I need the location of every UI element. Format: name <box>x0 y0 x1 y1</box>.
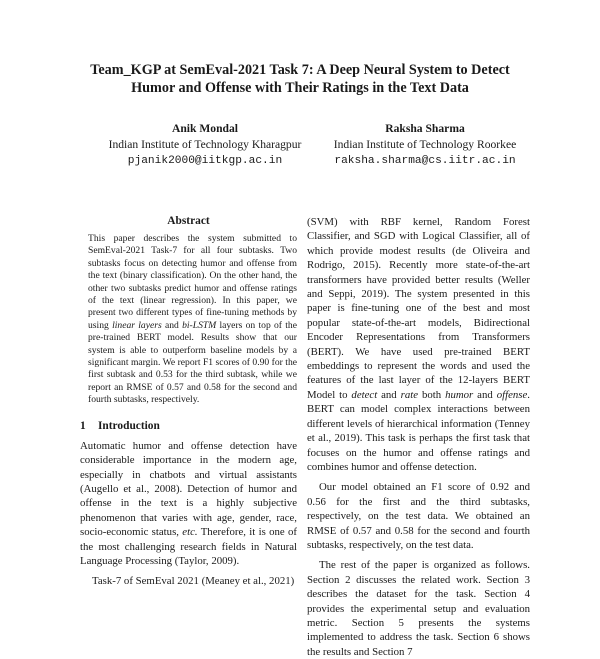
paper-title <box>40 61 560 97</box>
abstract-emphasis: linear layers <box>112 319 162 331</box>
paragraph-text: . BERT can model complex interactions between different levels of hierarchical information (Tenney et al., 2019). This task is perhaps the first task that focuses on the humor and offense ratings and combines humor and offense detection. <box>307 388 530 473</box>
abstract-text: and <box>161 319 183 331</box>
paragraph-emphasis: detect <box>351 388 378 401</box>
left-column <box>80 213 297 589</box>
paragraph-text: both <box>418 388 446 401</box>
title-line-1: Team_KGP at SemEval-2021 Task 7: A Deep Neural System to Detect <box>90 62 510 78</box>
author-affiliation: Indian Institute of Technology Kharagpur <box>108 138 302 151</box>
right-column <box>307 215 530 659</box>
author-email: pjanik2000@iitkgp.ac.in <box>127 155 283 167</box>
section-heading-introduction <box>80 418 297 434</box>
paragraph-text: Automatic humor and offense detection have considerable importance in the modern age, especially in chatbots and virtual assistants (Augello et al., 2008). Detection of humor and offense in the text is a highly subjective phenomenon that varies with age, gender, race, socio-economic status, <box>80 439 297 539</box>
author-affiliation: Indian Institute of Technology Roorkee <box>333 138 517 151</box>
section-title: Introduction <box>98 419 160 432</box>
abstract-text: This paper describes the system submitted to SemEval-2021 Task-7 for all four subtasks. Two subtasks focus on detecting humor and offense from the text (binary classification). On the other hand, the other two subtasks predict humor and offense ratings of the text (linear regression). In this paper, we present two different types of fine-tuning methods by using <box>88 233 297 331</box>
author-name: Anik Mondal <box>171 122 239 135</box>
right-paragraph-1 <box>307 215 530 474</box>
paragraph-emphasis: offense <box>496 388 528 401</box>
author-block-1 <box>80 121 330 169</box>
paragraph-text: (SVM) with RBF kernel, Random Forest Classifier, and SGD with Logical Classifier, all of which provide modest results (de Oliveira and Rodrigo, 2015). Recently more state-of-the-art transformers have provided better results (Weller and Seppi, 2019). The system presented in this paper is fine-tuning one of the best and most popular state-of-the-art models, Bidirectional Encoder Representations from Transformers (BERT). We have used pre-trained BERT embeddings to represent the words and used the features of the last layer of the 12-layers BERT Model to <box>307 216 530 401</box>
author-block-2 <box>300 121 550 169</box>
author-name: Raksha Sharma <box>385 122 465 135</box>
paragraph-emphasis: rate <box>400 388 419 401</box>
paragraph-emphasis: etc. <box>182 526 198 539</box>
paragraph-text: Therefore, it is one of the most challenging research fields in Natural Language Processing (Taylor, 2009). <box>80 526 297 567</box>
right-paragraph-3: The rest of the paper is organized as follows. Section 2 discusses the related work. Section 3 describes the dataset for the task. Section 4 provides the experimental setup and evaluation metric. Section 5 presents the systems implemented to address the task. Section 6 shows the results and Section 7 <box>307 559 530 658</box>
intro-paragraph-2: Task-7 of SemEval 2021 (Meaney et al., 2021) <box>92 575 295 588</box>
paragraph-text: and <box>473 388 497 401</box>
abstract-emphasis: bi-LSTM <box>182 319 217 331</box>
abstract-body <box>80 233 297 407</box>
abstract-text: layers on top of the pre-trained BERT model. Results show that our system is able to outperform baseline models by a significant margin. We report F1 scores of 0.90 for the first subtask and 0.53 for the third subtask, while we report an RMSE of 0.57 and 0.58 for the second and fourth subtasks, respectively. <box>88 319 297 406</box>
intro-paragraph-1 <box>80 439 297 569</box>
paragraph-emphasis: humor <box>445 388 474 401</box>
author-email: raksha.sharma@cs.iitr.ac.in <box>334 155 516 167</box>
right-paragraph-2: Our model obtained an F1 score of 0.92 and 0.56 for the first and the third subtasks, respectively, on the test data. We obtained an RMSE of 0.57 and 0.58 for the second and fourth subtasks, respectively, on the test data. <box>307 481 530 551</box>
title-line-2: Humor and Offense with Their Ratings in the Text Data <box>131 80 469 96</box>
section-number: 1 <box>80 419 86 432</box>
abstract-heading: Abstract <box>167 215 210 227</box>
paragraph-text: and <box>377 388 401 401</box>
